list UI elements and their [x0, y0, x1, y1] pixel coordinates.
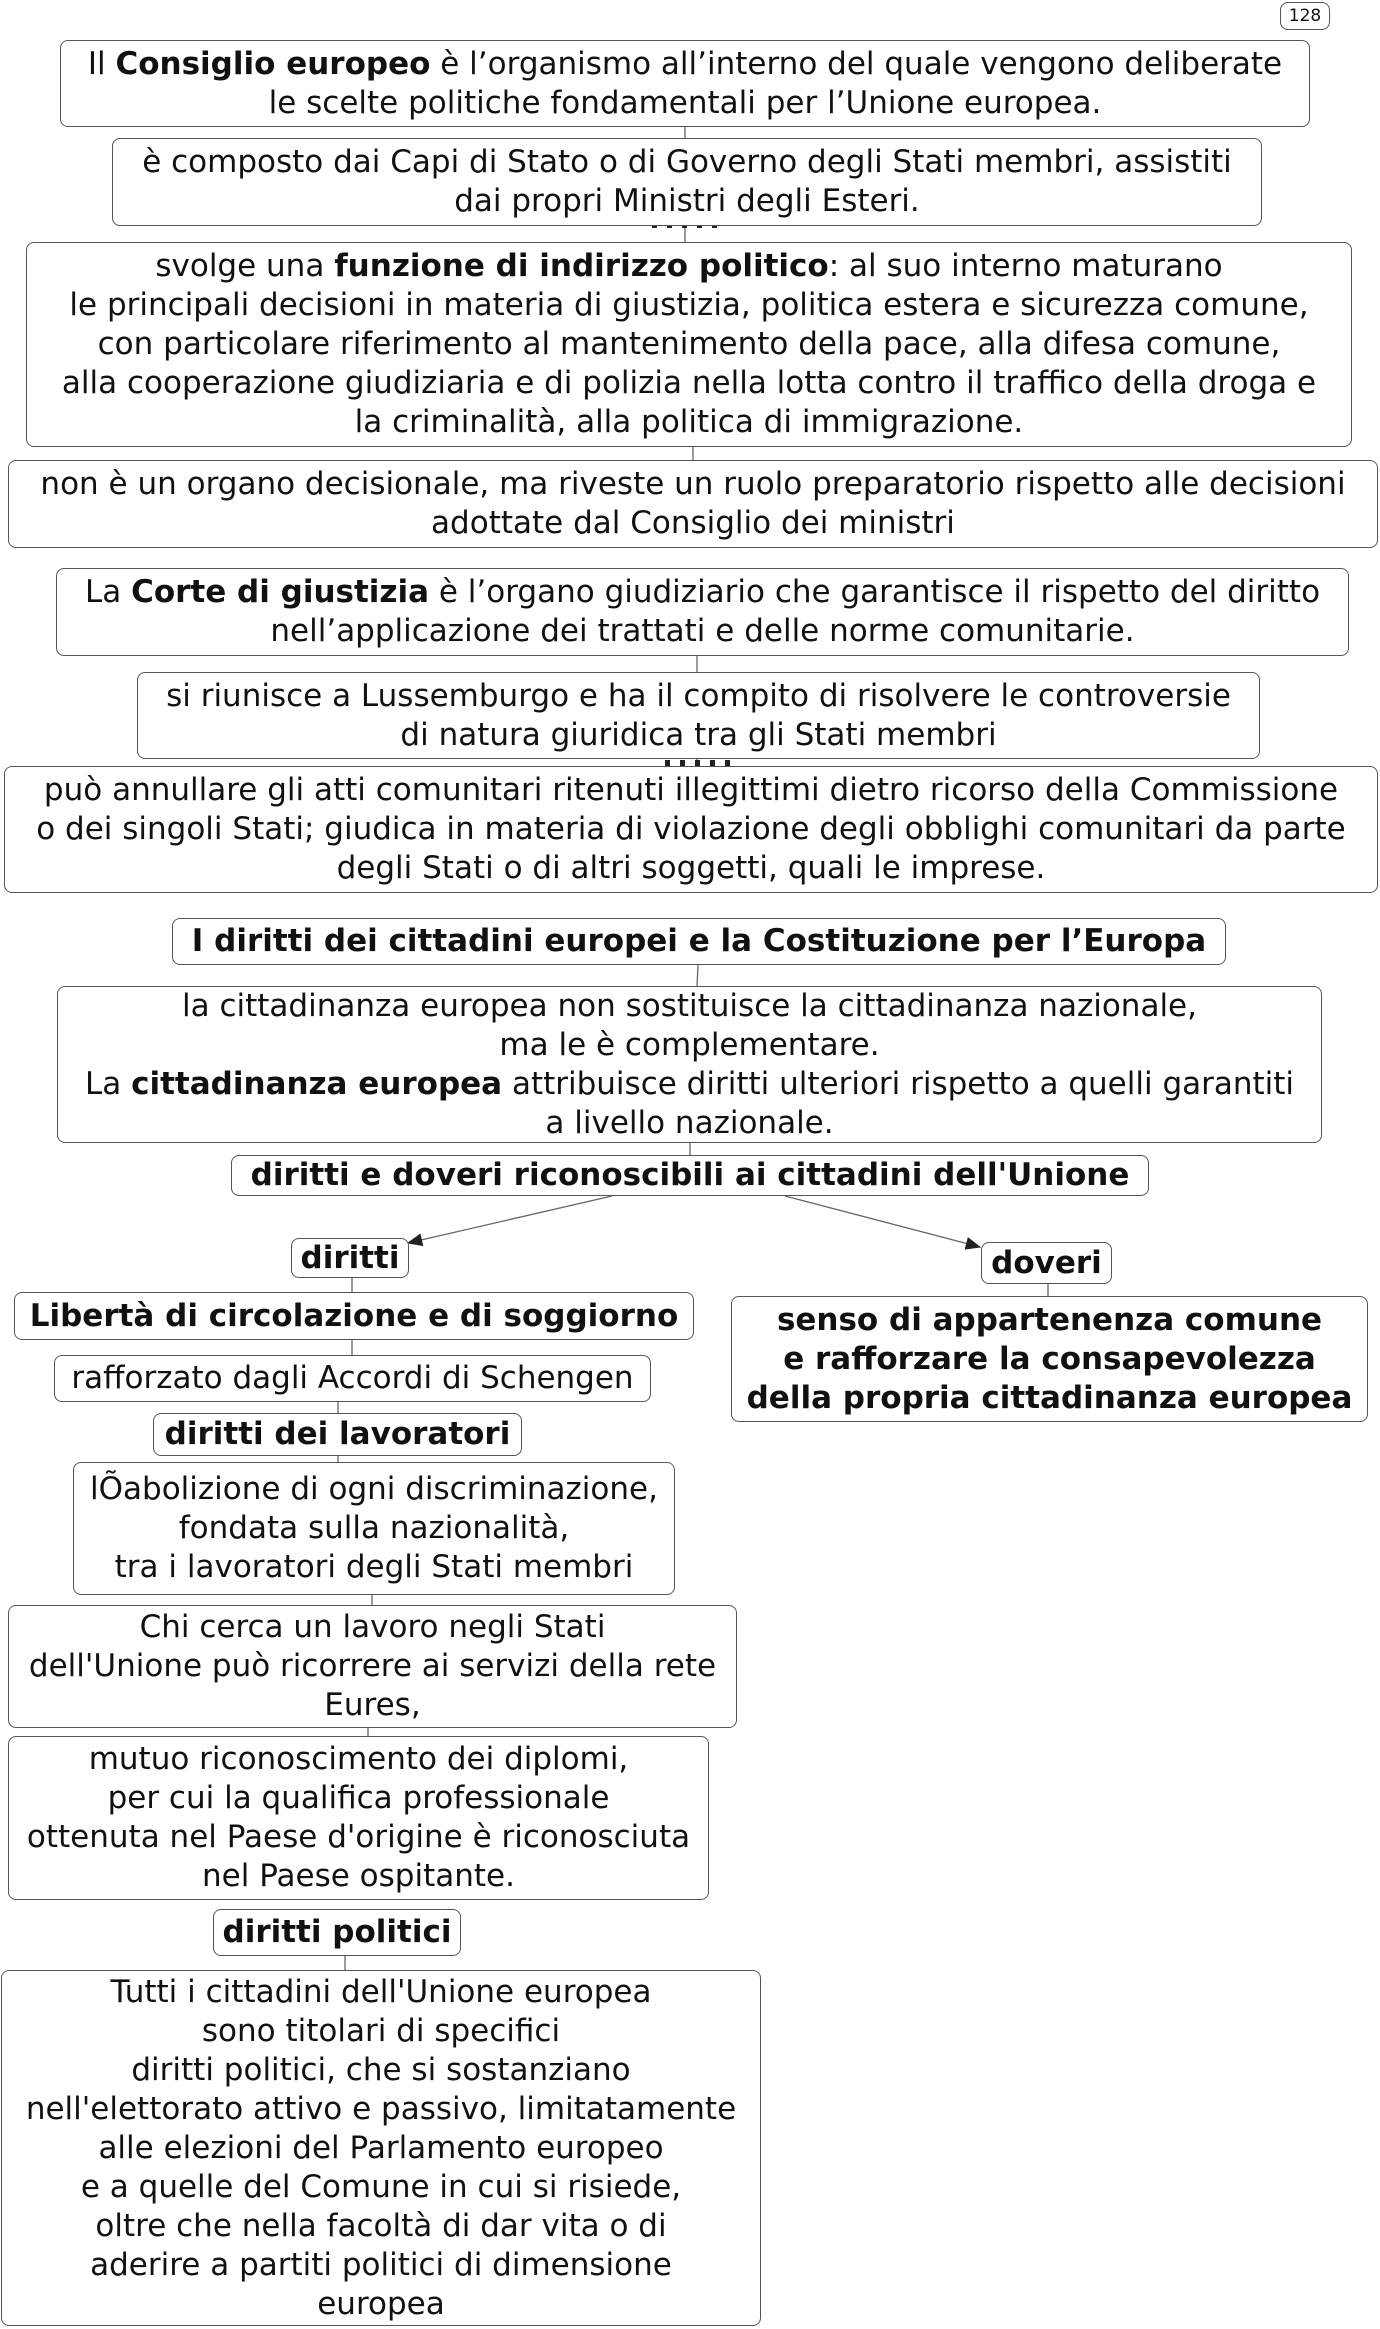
corte-sede-text: si riunisce a Lussemburgo e ha il compito di risolvere le controversie di natura giuridica tra gli Stati membri [166, 677, 1231, 753]
diritti-doveri-box [231, 1155, 1149, 1196]
cittadinanza-desc-box [57, 986, 1322, 1143]
liberta-box [14, 1292, 694, 1340]
doveri-text: doveri [991, 1244, 1102, 1281]
arrow-to-diritti [408, 1196, 612, 1243]
schengen-box [54, 1355, 651, 1402]
discriminazione-text: lÕabolizione di ogni discriminazione, fondata sulla nazionalità, tra i lavoratori degli Stati membri [90, 1471, 658, 1585]
consiglio-funzione-post: : al suo interno maturano le principali decisioni in materia di giustizia, politica estera e sicurezza comune, con particolare riferimento al mantenimento della pace, alla difesa comune, alla cooperazione giudiziaria e di polizia nella lotta contro il traffico della droga e la criminalità, alla politica di immigrazione. [61, 248, 1317, 440]
corte-poteri-box [4, 766, 1378, 893]
lavoratori-text: diritti dei lavoratori [164, 1416, 511, 1452]
consiglio-ruolo-box [8, 460, 1378, 548]
link-title-desc [697, 965, 698, 986]
lavoratori-box [153, 1413, 522, 1456]
corte-intro-post: è l’organo giudiziario che garantisce il rispetto del diritto nell’applicazione dei trattati e delle norme comunitarie. [270, 574, 1321, 649]
doveri-desc-box [731, 1296, 1368, 1422]
consiglio-composizione-text: è composto dai Capi di Stato o di Governo degli Stati membri, assistiti dai propri Ministri degli Esteri. [142, 144, 1232, 219]
page-number-badge: 128 [1280, 2, 1330, 30]
cittadinanza-title-text: I diritti dei cittadini europei e la Costituzione per l’Europa [191, 923, 1207, 959]
consiglio-funzione-box [26, 242, 1352, 447]
corte-intro-box [56, 568, 1349, 656]
diplomi-text: mutuo riconoscimento dei diplomi, per cui la qualifica professionale ottenuta nel Paese d'origine è riconosciuta nel Paese ospitante. [26, 1741, 691, 1894]
consiglio-funzione-bold: funzione di indirizzo politico [334, 248, 829, 284]
consiglio-ruolo-text: non è un organo decisionale, ma riveste un ruolo preparatorio rispetto alle decisioni adottate dal Consiglio dei ministri [40, 466, 1346, 541]
diritti-box [291, 1238, 409, 1278]
consiglio-intro-pre: Il [87, 45, 116, 82]
politici-desc-text: Tutti i cittadini dell'Unione europea sono titolari di specifici diritti politici, che si sostanziano nell'elettorato attivo e passivo, limitatamente alle elezioni del Parlamento europeo e a quelle del Comune in cui si risiede, oltre che nella facoltà di dar vita o di aderire a partiti politici di dimensione europea [25, 1973, 737, 2322]
diritti-doveri-text: diritti e doveri riconoscibili ai cittadini dell'Unione [250, 1157, 1130, 1193]
cittadinanza-desc-post: attribuisce diritti ulteriori rispetto a quelli garantiti a livello nazionale. [511, 1065, 1295, 1141]
consiglio-intro-bold: Consiglio europeo [115, 45, 431, 82]
politici-label: diritti politici [222, 1914, 452, 1950]
doveri-desc-text: senso di appartenenza comune e rafforzare la consapevolezza della propria cittadinanza europea [746, 1301, 1353, 1416]
consiglio-intro-post: è l’organismo all’interno del quale vengono deliberate le scelte politiche fondamentali per l’Unione europea. [268, 45, 1283, 121]
discriminazione-box [73, 1462, 675, 1595]
cittadinanza-desc-bold: cittadinanza europea [131, 1065, 503, 1102]
corte-sede-box [137, 672, 1260, 759]
corte-poteri-text: può annullare gli atti comunitari ritenuti illegittimi dietro ricorso della Commissione o dei singoli Stati; giudica in materia di violazione degli obblighi comunitari da parte degli Stati o di altri soggetti, quali le imprese. [36, 772, 1346, 886]
liberta-text: Libertà di circolazione e di soggiorno [29, 1297, 679, 1334]
eures-box [8, 1605, 737, 1728]
consiglio-funzione-pre: svolge una [155, 248, 335, 284]
cittadinanza-desc-pre: la cittadinanza europea non sostituisce la cittadinanza nazionale, ma le è complementare. La [84, 987, 1197, 1102]
cittadinanza-title-box [172, 918, 1226, 965]
arrow-to-doveri [785, 1196, 980, 1247]
eures-text: Chi cerca un lavoro negli Stati dell'Unione può ricorrere ai servizi della rete Eures, [28, 1609, 717, 1723]
diplomi-box [8, 1736, 709, 1900]
schengen-text: rafforzato dagli Accordi di Schengen [71, 1360, 634, 1396]
consiglio-intro-box [60, 40, 1310, 127]
consiglio-composizione-box [112, 138, 1262, 226]
politici-box [213, 1909, 461, 1956]
diritti-text: diritti [300, 1239, 400, 1276]
corte-intro-bold: Corte di giustizia [131, 574, 430, 610]
doveri-box [981, 1242, 1112, 1284]
corte-intro-pre: La [84, 574, 132, 610]
politici-desc-box [1, 1970, 761, 2326]
